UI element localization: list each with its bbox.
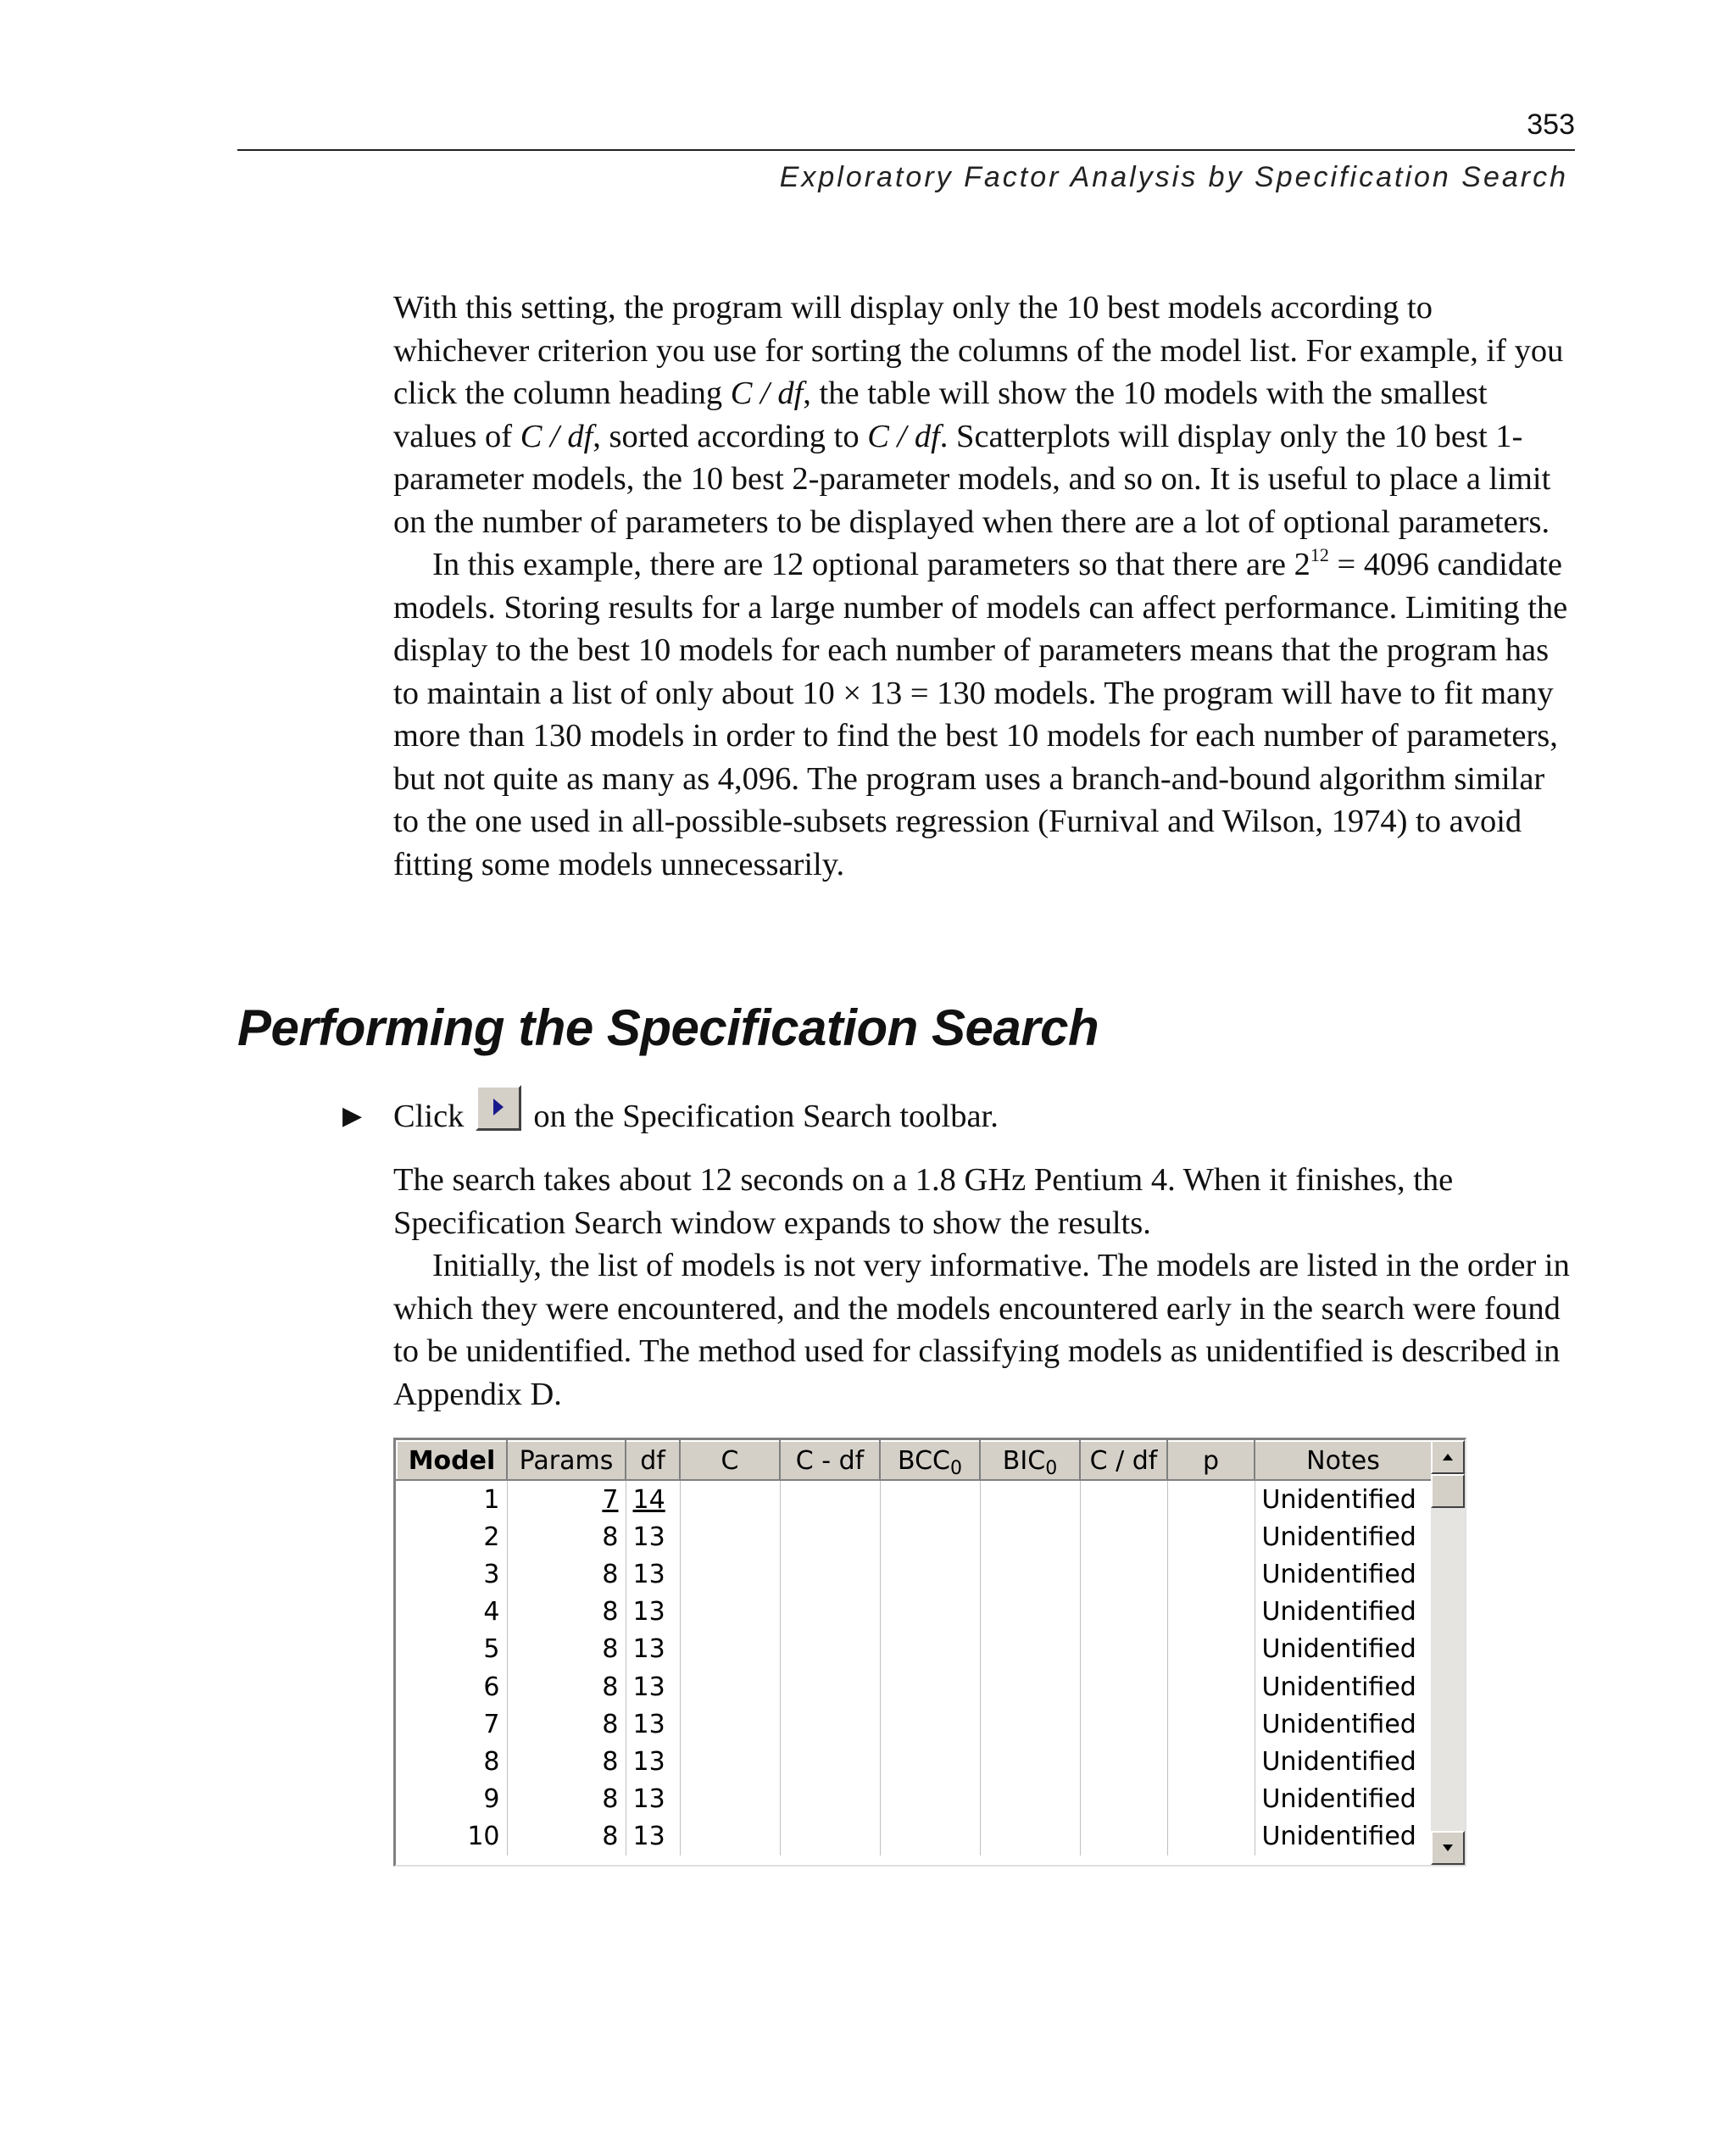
cell-notes: Unidentified <box>1255 1705 1432 1743</box>
cell-notes: Unidentified <box>1255 1594 1432 1631</box>
cell-bcc0 <box>880 1555 980 1593</box>
c-df-term: C / df <box>520 418 593 454</box>
scroll-down-icon <box>1442 1843 1454 1853</box>
text-run: , the table will show the 10 models with the smallest values of <box>393 376 1488 454</box>
cell-notes: Unidentified <box>1255 1518 1432 1555</box>
page-number: 353 <box>1527 108 1575 141</box>
cell-c <box>680 1668 780 1705</box>
bcc-subscript: 0 <box>949 1457 962 1479</box>
cell-params: 8 <box>507 1594 626 1631</box>
cell-params: 8 <box>507 1668 626 1705</box>
cell-params: 8 <box>507 1781 626 1818</box>
cell-notes: Unidentified <box>1255 1631 1432 1668</box>
cell-notes: Unidentified <box>1255 1818 1432 1856</box>
cell-df: 13 <box>626 1594 680 1631</box>
text-run: In this example, there are 12 optional parameters so that there are 2 <box>432 547 1310 582</box>
cell-c <box>680 1818 780 1856</box>
cell-bic0 <box>980 1518 1080 1555</box>
cell-c-minus-df <box>780 1705 880 1743</box>
play-arrow-icon <box>476 1085 521 1131</box>
cell-params: 8 <box>507 1705 626 1743</box>
column-header-notes[interactable]: Notes <box>1255 1441 1432 1480</box>
cell-bic0 <box>980 1818 1080 1856</box>
column-header-df[interactable]: df <box>626 1441 680 1480</box>
cell-params: 8 <box>507 1555 626 1593</box>
cell-df: 13 <box>626 1555 680 1593</box>
cell-model: 6 <box>397 1668 507 1705</box>
cell-p <box>1167 1668 1255 1705</box>
paragraph-candidate-models <box>393 543 1573 886</box>
paragraph-unidentified: Initially, the list of models is not very informative. The models are listed in the order in which they were encountered, and the models encountered early in the search were found to be unidentified. The method used for classifying models as unidentified is described in Appendix D. <box>393 1248 1570 1412</box>
cell-bic0 <box>980 1743 1080 1780</box>
cell-p <box>1167 1594 1255 1631</box>
cell-c-minus-df <box>780 1818 880 1856</box>
cell-c-minus-df <box>780 1668 880 1705</box>
cell-c-over-df <box>1080 1818 1167 1856</box>
table-row[interactable] <box>397 1631 1432 1668</box>
cell-bcc0 <box>880 1743 980 1780</box>
text-run: , sorted according to <box>593 418 868 454</box>
scroll-thumb[interactable] <box>1431 1474 1465 1508</box>
cell-df: 13 <box>626 1743 680 1780</box>
cell-df: 13 <box>626 1668 680 1705</box>
cell-c-over-df <box>1080 1705 1167 1743</box>
column-header-c-over-df[interactable]: C / df <box>1080 1441 1167 1480</box>
table-row[interactable] <box>397 1518 1432 1555</box>
table-row[interactable] <box>397 1555 1432 1593</box>
c-df-term: C / df <box>730 376 804 411</box>
column-header-model[interactable]: Model <box>397 1441 507 1480</box>
column-header-p[interactable]: p <box>1167 1441 1255 1480</box>
table-row[interactable] <box>397 1705 1432 1743</box>
column-header-bic0[interactable] <box>980 1441 1080 1480</box>
cell-params: 8 <box>507 1743 626 1780</box>
results-grid <box>396 1440 1433 1856</box>
cell-model: 10 <box>397 1818 507 1856</box>
cell-notes: Unidentified <box>1255 1668 1432 1705</box>
table-row[interactable] <box>397 1818 1432 1856</box>
column-header-c[interactable]: C <box>680 1441 780 1480</box>
cell-bcc0 <box>880 1480 980 1518</box>
cell-c <box>680 1781 780 1818</box>
cell-c-over-df <box>1080 1743 1167 1780</box>
cell-c-over-df <box>1080 1480 1167 1518</box>
cell-notes: Unidentified <box>1255 1480 1432 1518</box>
table-row[interactable] <box>397 1480 1432 1518</box>
bic-subscript: 0 <box>1045 1457 1058 1479</box>
cell-p <box>1167 1781 1255 1818</box>
cell-bic0 <box>980 1668 1080 1705</box>
column-header-c-minus-df[interactable]: C - df <box>780 1441 880 1480</box>
cell-c <box>680 1594 780 1631</box>
cell-df: 13 <box>626 1818 680 1856</box>
cell-p <box>1167 1555 1255 1593</box>
cell-df: 13 <box>626 1518 680 1555</box>
cell-c-minus-df <box>780 1631 880 1668</box>
table-row[interactable] <box>397 1781 1432 1818</box>
cell-p <box>1167 1631 1255 1668</box>
cell-c-over-df <box>1080 1555 1167 1593</box>
vertical-scrollbar[interactable] <box>1431 1440 1465 1865</box>
column-header-params[interactable]: Params <box>507 1441 626 1480</box>
cell-c <box>680 1480 780 1518</box>
bullet-text-before: Click <box>393 1099 465 1134</box>
bullet-marker: ▶ <box>342 1101 363 1131</box>
paragraph-display-limit <box>393 287 1573 543</box>
cell-df: 13 <box>626 1631 680 1668</box>
text-run: = 4096 candidate models. Storing results for a large number of models can affect performance. Limiting the display to the best 10 models for each number of parameters means that the program has to maintain a list of only about 10 × 13 = 130 models. The program will have to fit many more than 130 models in order to find the best 10 models for each number of parameters, but not quite as many as 4,096. The program uses a branch-and-bound algorithm similar to the one used in all-possible-subsets regression (Furnival and Wilson, 1974) to avoid fitting some models unnecessarily. <box>393 547 1568 882</box>
cell-c-minus-df <box>780 1594 880 1631</box>
results-table <box>393 1438 1466 1867</box>
cell-c-over-df <box>1080 1668 1167 1705</box>
bcc-label: BCC <box>898 1445 950 1476</box>
cell-bic0 <box>980 1631 1080 1668</box>
cell-bic0 <box>980 1705 1080 1743</box>
cell-params: 8 <box>507 1818 626 1856</box>
table-row[interactable] <box>397 1668 1432 1705</box>
exponent: 12 <box>1310 544 1329 565</box>
cell-notes: Unidentified <box>1255 1555 1432 1593</box>
cell-notes: Unidentified <box>1255 1781 1432 1818</box>
body-text-block-results <box>393 1159 1573 1416</box>
cell-df[interactable]: 14 <box>626 1480 680 1518</box>
table-row[interactable] <box>397 1743 1432 1780</box>
cell-c <box>680 1705 780 1743</box>
cell-c <box>680 1743 780 1780</box>
text-run: With this setting, the program will display only the 10 best models according to whichever criterion you use for sorting the columns of the model list. For example, if you click the column heading <box>393 290 1564 411</box>
cell-c <box>680 1631 780 1668</box>
cell-notes: Unidentified <box>1255 1743 1432 1780</box>
cell-model: 2 <box>397 1518 507 1555</box>
cell-c-over-df <box>1080 1594 1167 1631</box>
cell-bcc0 <box>880 1631 980 1668</box>
cell-df: 13 <box>626 1705 680 1743</box>
running-head: Exploratory Factor Analysis by Specification Search <box>779 161 1568 193</box>
cell-p <box>1167 1480 1255 1518</box>
cell-p <box>1167 1705 1255 1743</box>
cell-c-minus-df <box>780 1781 880 1818</box>
cell-c-minus-df <box>780 1480 880 1518</box>
cell-c <box>680 1555 780 1593</box>
cell-c-over-df <box>1080 1518 1167 1555</box>
cell-df: 13 <box>626 1781 680 1818</box>
cell-c <box>680 1518 780 1555</box>
cell-params: 8 <box>507 1631 626 1668</box>
cell-model: 8 <box>397 1743 507 1780</box>
cell-bcc0 <box>880 1594 980 1631</box>
cell-c-over-df <box>1080 1781 1167 1818</box>
cell-bic0 <box>980 1555 1080 1593</box>
cell-c-minus-df <box>780 1555 880 1593</box>
scroll-up-icon <box>1442 1452 1454 1462</box>
cell-p <box>1167 1518 1255 1555</box>
text-run: . Scatterplots will display only the 10 best 1-parameter models, the 10 best 2-parameter models, and so on. It is useful to place a limit on the number of parameters to be displayed when there are a lot of optional parameters. <box>393 418 1551 540</box>
cell-bic0 <box>980 1781 1080 1818</box>
body-text-block <box>393 287 1573 886</box>
cell-bcc0 <box>880 1518 980 1555</box>
bic-label: BIC <box>1002 1445 1046 1476</box>
cell-bic0 <box>980 1594 1080 1631</box>
cell-bic0 <box>980 1480 1080 1518</box>
cell-bcc0 <box>880 1818 980 1856</box>
cell-model: 5 <box>397 1631 507 1668</box>
cell-p <box>1167 1818 1255 1856</box>
column-header-bcc0[interactable] <box>880 1441 980 1480</box>
cell-p <box>1167 1743 1255 1780</box>
header-rule <box>237 149 1575 151</box>
c-df-term: C / df <box>867 418 940 454</box>
cell-model: 7 <box>397 1705 507 1743</box>
cell-model: 4 <box>397 1594 507 1631</box>
table-row[interactable] <box>397 1594 1432 1631</box>
cell-model: 9 <box>397 1781 507 1818</box>
cell-c-minus-df <box>780 1518 880 1555</box>
cell-bcc0 <box>880 1781 980 1818</box>
cell-model: 1 <box>397 1480 507 1518</box>
cell-bcc0 <box>880 1668 980 1705</box>
scroll-up-button[interactable] <box>1431 1440 1465 1474</box>
paragraph-search-time: The search takes about 12 seconds on a 1.8 GHz Pentium 4. When it finishes, the Specification Search window expands to show the results. <box>393 1162 1454 1241</box>
cell-c-minus-df <box>780 1743 880 1780</box>
cell-model: 3 <box>397 1555 507 1593</box>
instruction-bullet <box>342 1093 999 1139</box>
cell-bcc0 <box>880 1705 980 1743</box>
cell-params: 8 <box>507 1518 626 1555</box>
play-arrow-glyph <box>492 1097 505 1117</box>
bullet-text-after: on the Specification Search toolbar. <box>533 1099 999 1134</box>
scroll-down-button[interactable] <box>1431 1831 1465 1865</box>
cell-c-over-df <box>1080 1631 1167 1668</box>
section-heading: Performing the Specification Search <box>237 999 1099 1056</box>
cell-params[interactable]: 7 <box>507 1480 626 1518</box>
